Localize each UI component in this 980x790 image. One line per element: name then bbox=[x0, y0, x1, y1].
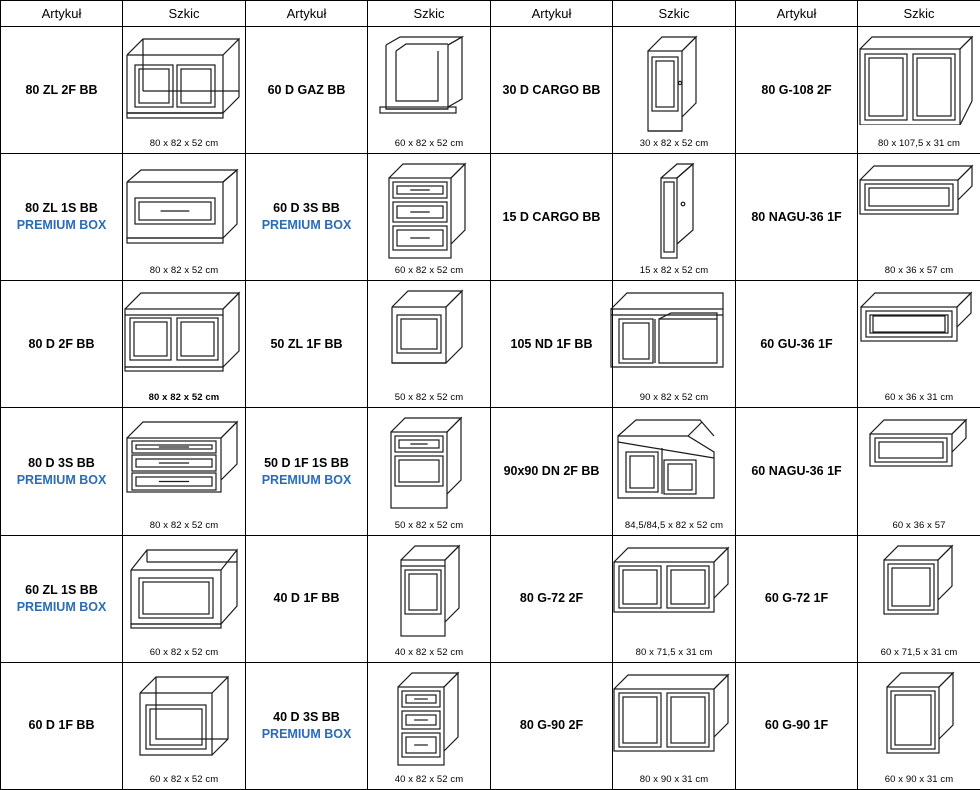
article-cell bbox=[246, 535, 368, 662]
column-header-artykul-4: Artykuł bbox=[736, 1, 858, 27]
column-header-szkic-4: Szkic bbox=[858, 1, 980, 27]
sketch-cell bbox=[123, 281, 246, 408]
sketch-cell bbox=[613, 662, 736, 789]
dimension-label: 80 x 36 x 57 cm bbox=[884, 265, 954, 277]
article-code: 40 D 1F BB bbox=[273, 591, 340, 606]
article-cell bbox=[1, 408, 123, 535]
dimension-label: 40 x 82 x 52 cm bbox=[394, 774, 464, 785]
column-header-artykul-1: Artykuł bbox=[1, 1, 123, 27]
base-2door-drawing bbox=[121, 287, 247, 375]
column-header-szkic-1: Szkic bbox=[123, 1, 246, 27]
article-cell bbox=[246, 662, 368, 789]
sketch-cell bbox=[368, 408, 491, 535]
article-cell bbox=[1, 535, 123, 662]
article-cell bbox=[246, 408, 368, 535]
dimension-label: 60 x 82 x 52 cm bbox=[149, 646, 219, 658]
article-cell bbox=[491, 154, 613, 281]
article-code: 80 G-72 2F bbox=[519, 591, 584, 606]
sketch-cell bbox=[123, 27, 246, 154]
dimension-label: 80 x 82 x 52 cm bbox=[149, 265, 219, 277]
table-row bbox=[1, 662, 980, 789]
article-cell bbox=[736, 154, 858, 281]
article-code: 30 D CARGO BB bbox=[502, 82, 601, 97]
wall-lift-wide-drawing bbox=[856, 160, 980, 222]
table-row bbox=[1, 535, 980, 662]
base-1door-1drawer-drawing bbox=[385, 414, 473, 510]
dimension-label: 60 x 71,5 x 31 cm bbox=[880, 646, 958, 658]
sketch-cell bbox=[613, 408, 736, 535]
dimension-label: 80 x 82 x 52 cm bbox=[148, 392, 220, 404]
article-code: 80 D 3S BB bbox=[28, 455, 95, 470]
wall-1door-medium-drawing bbox=[876, 542, 962, 620]
sketch-cell bbox=[123, 154, 246, 281]
article-cell bbox=[491, 535, 613, 662]
dimension-label: 60 x 36 x 31 cm bbox=[884, 392, 954, 404]
sketch-cell bbox=[858, 408, 980, 535]
dimension-label: 40 x 82 x 52 cm bbox=[394, 646, 464, 658]
article-code: 80 NAGU-36 1F bbox=[751, 209, 842, 224]
dimension-label: 60 x 82 x 52 cm bbox=[394, 265, 464, 277]
premium-box-label: PREMIUM BOX bbox=[261, 472, 352, 487]
premium-box-label: PREMIUM BOX bbox=[261, 726, 352, 741]
premium-box-label: PREMIUM BOX bbox=[16, 218, 107, 233]
dimension-label: 80 x 71,5 x 31 cm bbox=[635, 646, 713, 658]
base-cargo-slim-drawing bbox=[637, 160, 711, 260]
wall-2door-medium-drawing bbox=[610, 542, 738, 618]
article-code: 50 ZL 1F BB bbox=[270, 336, 343, 351]
article-cell bbox=[736, 535, 858, 662]
article-code: 80 G-90 2F bbox=[519, 718, 584, 733]
article-cell bbox=[1, 662, 123, 789]
wall-lift-narrow-drawing bbox=[864, 414, 974, 472]
article-code: 105 ND 1F BB bbox=[510, 336, 593, 351]
article-code: 60 D 1F BB bbox=[28, 718, 95, 733]
article-code: 50 D 1F 1S BB bbox=[264, 455, 349, 470]
sketch-cell bbox=[613, 27, 736, 154]
sketch-cell bbox=[613, 535, 736, 662]
base-sink-1drawer-drawing bbox=[123, 160, 245, 246]
sketch-cell bbox=[368, 662, 491, 789]
sketch-cell bbox=[368, 154, 491, 281]
sketch-cell bbox=[123, 535, 246, 662]
base-3drawer-drawing bbox=[383, 160, 475, 260]
dimension-label: 15 x 82 x 52 cm bbox=[639, 265, 709, 277]
dimension-label: 50 x 82 x 52 cm bbox=[394, 519, 464, 531]
dimension-label: 90 x 82 x 52 cm bbox=[639, 392, 709, 404]
wall-glass-lift-drawing bbox=[857, 287, 980, 349]
base-sink-2door-open-drawing bbox=[124, 33, 244, 125]
article-cell bbox=[246, 27, 368, 154]
dimension-label: 80 x 82 x 52 cm bbox=[149, 138, 219, 150]
dimension-label: 60 x 36 x 57 bbox=[892, 519, 946, 531]
article-code: 60 ZL 1S BB bbox=[25, 582, 98, 597]
base-3drawer-wide-drawing bbox=[123, 414, 245, 498]
article-code: 40 D 3S BB bbox=[273, 710, 340, 725]
dimension-label: 60 x 82 x 52 cm bbox=[149, 774, 219, 785]
sketch-cell bbox=[368, 535, 491, 662]
sketch-cell bbox=[858, 154, 980, 281]
article-cell bbox=[1, 27, 123, 154]
base-sink-drawer-open-drawing bbox=[125, 542, 243, 636]
article-code: 80 G-108 2F bbox=[761, 82, 832, 97]
article-cell bbox=[736, 281, 858, 408]
dimension-label: 84,5/84,5 x 82 x 52 cm bbox=[624, 519, 724, 531]
article-cell bbox=[246, 281, 368, 408]
sketch-cell bbox=[613, 281, 736, 408]
article-code: 60 D GAZ BB bbox=[267, 82, 346, 97]
base-1door-narrow-drawing bbox=[391, 542, 467, 638]
premium-box-label: PREMIUM BOX bbox=[261, 218, 352, 233]
article-cell bbox=[1, 154, 123, 281]
column-header-szkic-3: Szkic bbox=[613, 1, 736, 27]
article-cell bbox=[736, 408, 858, 535]
article-cell bbox=[246, 154, 368, 281]
article-code: 80 ZL 1S BB bbox=[25, 201, 98, 216]
sketch-cell bbox=[858, 281, 980, 408]
article-cell bbox=[491, 27, 613, 154]
dimension-label: 50 x 82 x 52 cm bbox=[394, 392, 464, 404]
wall-1door-high-drawing bbox=[877, 669, 961, 759]
premium-box-label: PREMIUM BOX bbox=[16, 472, 107, 487]
article-code: 60 G-72 1F bbox=[764, 591, 829, 606]
article-code: 60 GU-36 1F bbox=[760, 336, 833, 351]
base-1door-open-drawing bbox=[132, 669, 236, 761]
article-code: 60 G-90 1F bbox=[764, 718, 829, 733]
article-code: 80 ZL 2F BB bbox=[25, 82, 98, 97]
base-3drawer-narrow-drawing bbox=[390, 669, 468, 767]
dimension-label: 80 x 107,5 x 31 cm bbox=[877, 138, 961, 150]
dimension-label: 80 x 82 x 52 cm bbox=[149, 519, 219, 531]
table-row bbox=[1, 154, 980, 281]
base-gas-oven-open-drawing bbox=[374, 33, 484, 129]
article-cell bbox=[491, 408, 613, 535]
wall-2door-tall-drawing bbox=[856, 33, 980, 125]
base-corner-2door-drawing bbox=[612, 414, 736, 508]
sketch-cell bbox=[613, 154, 736, 281]
wall-2door-high-drawing bbox=[610, 669, 738, 757]
sketch-cell bbox=[123, 408, 246, 535]
article-cell bbox=[736, 662, 858, 789]
table-row bbox=[1, 27, 980, 154]
article-code: 15 D CARGO BB bbox=[502, 209, 601, 224]
column-header-artykul-2: Artykuł bbox=[246, 1, 368, 27]
article-code: 90x90 DN 2F BB bbox=[503, 464, 600, 479]
sketch-cell bbox=[858, 535, 980, 662]
article-code: 60 D 3S BB bbox=[273, 201, 340, 216]
dimension-label: 60 x 82 x 52 cm bbox=[394, 138, 464, 150]
dimension-label: 80 x 90 x 31 cm bbox=[639, 774, 709, 785]
dimension-label: 30 x 82 x 52 cm bbox=[639, 138, 709, 150]
sketch-cell bbox=[368, 281, 491, 408]
dimension-label: 60 x 90 x 31 cm bbox=[884, 774, 954, 785]
table-row bbox=[1, 281, 980, 408]
article-cell bbox=[491, 662, 613, 789]
base-cargo-narrow-drawing bbox=[628, 33, 720, 133]
premium-box-label: PREMIUM BOX bbox=[16, 599, 107, 614]
base-sink-1door-drawing bbox=[386, 287, 472, 381]
table-row bbox=[1, 408, 980, 535]
column-header-artykul-3: Artykuł bbox=[491, 1, 613, 27]
article-code: 80 D 2F BB bbox=[28, 336, 95, 351]
article-cell bbox=[1, 281, 123, 408]
article-code: 60 NAGU-36 1F bbox=[751, 464, 842, 479]
table-header-row bbox=[1, 1, 980, 27]
column-header-szkic-2: Szkic bbox=[368, 1, 491, 27]
sketch-cell bbox=[858, 662, 980, 789]
sketch-cell bbox=[368, 27, 491, 154]
sketch-cell bbox=[858, 27, 980, 154]
article-cell bbox=[491, 281, 613, 408]
base-corner-sink-drawing bbox=[607, 287, 741, 375]
sketch-cell bbox=[123, 662, 246, 789]
article-cell bbox=[736, 27, 858, 154]
